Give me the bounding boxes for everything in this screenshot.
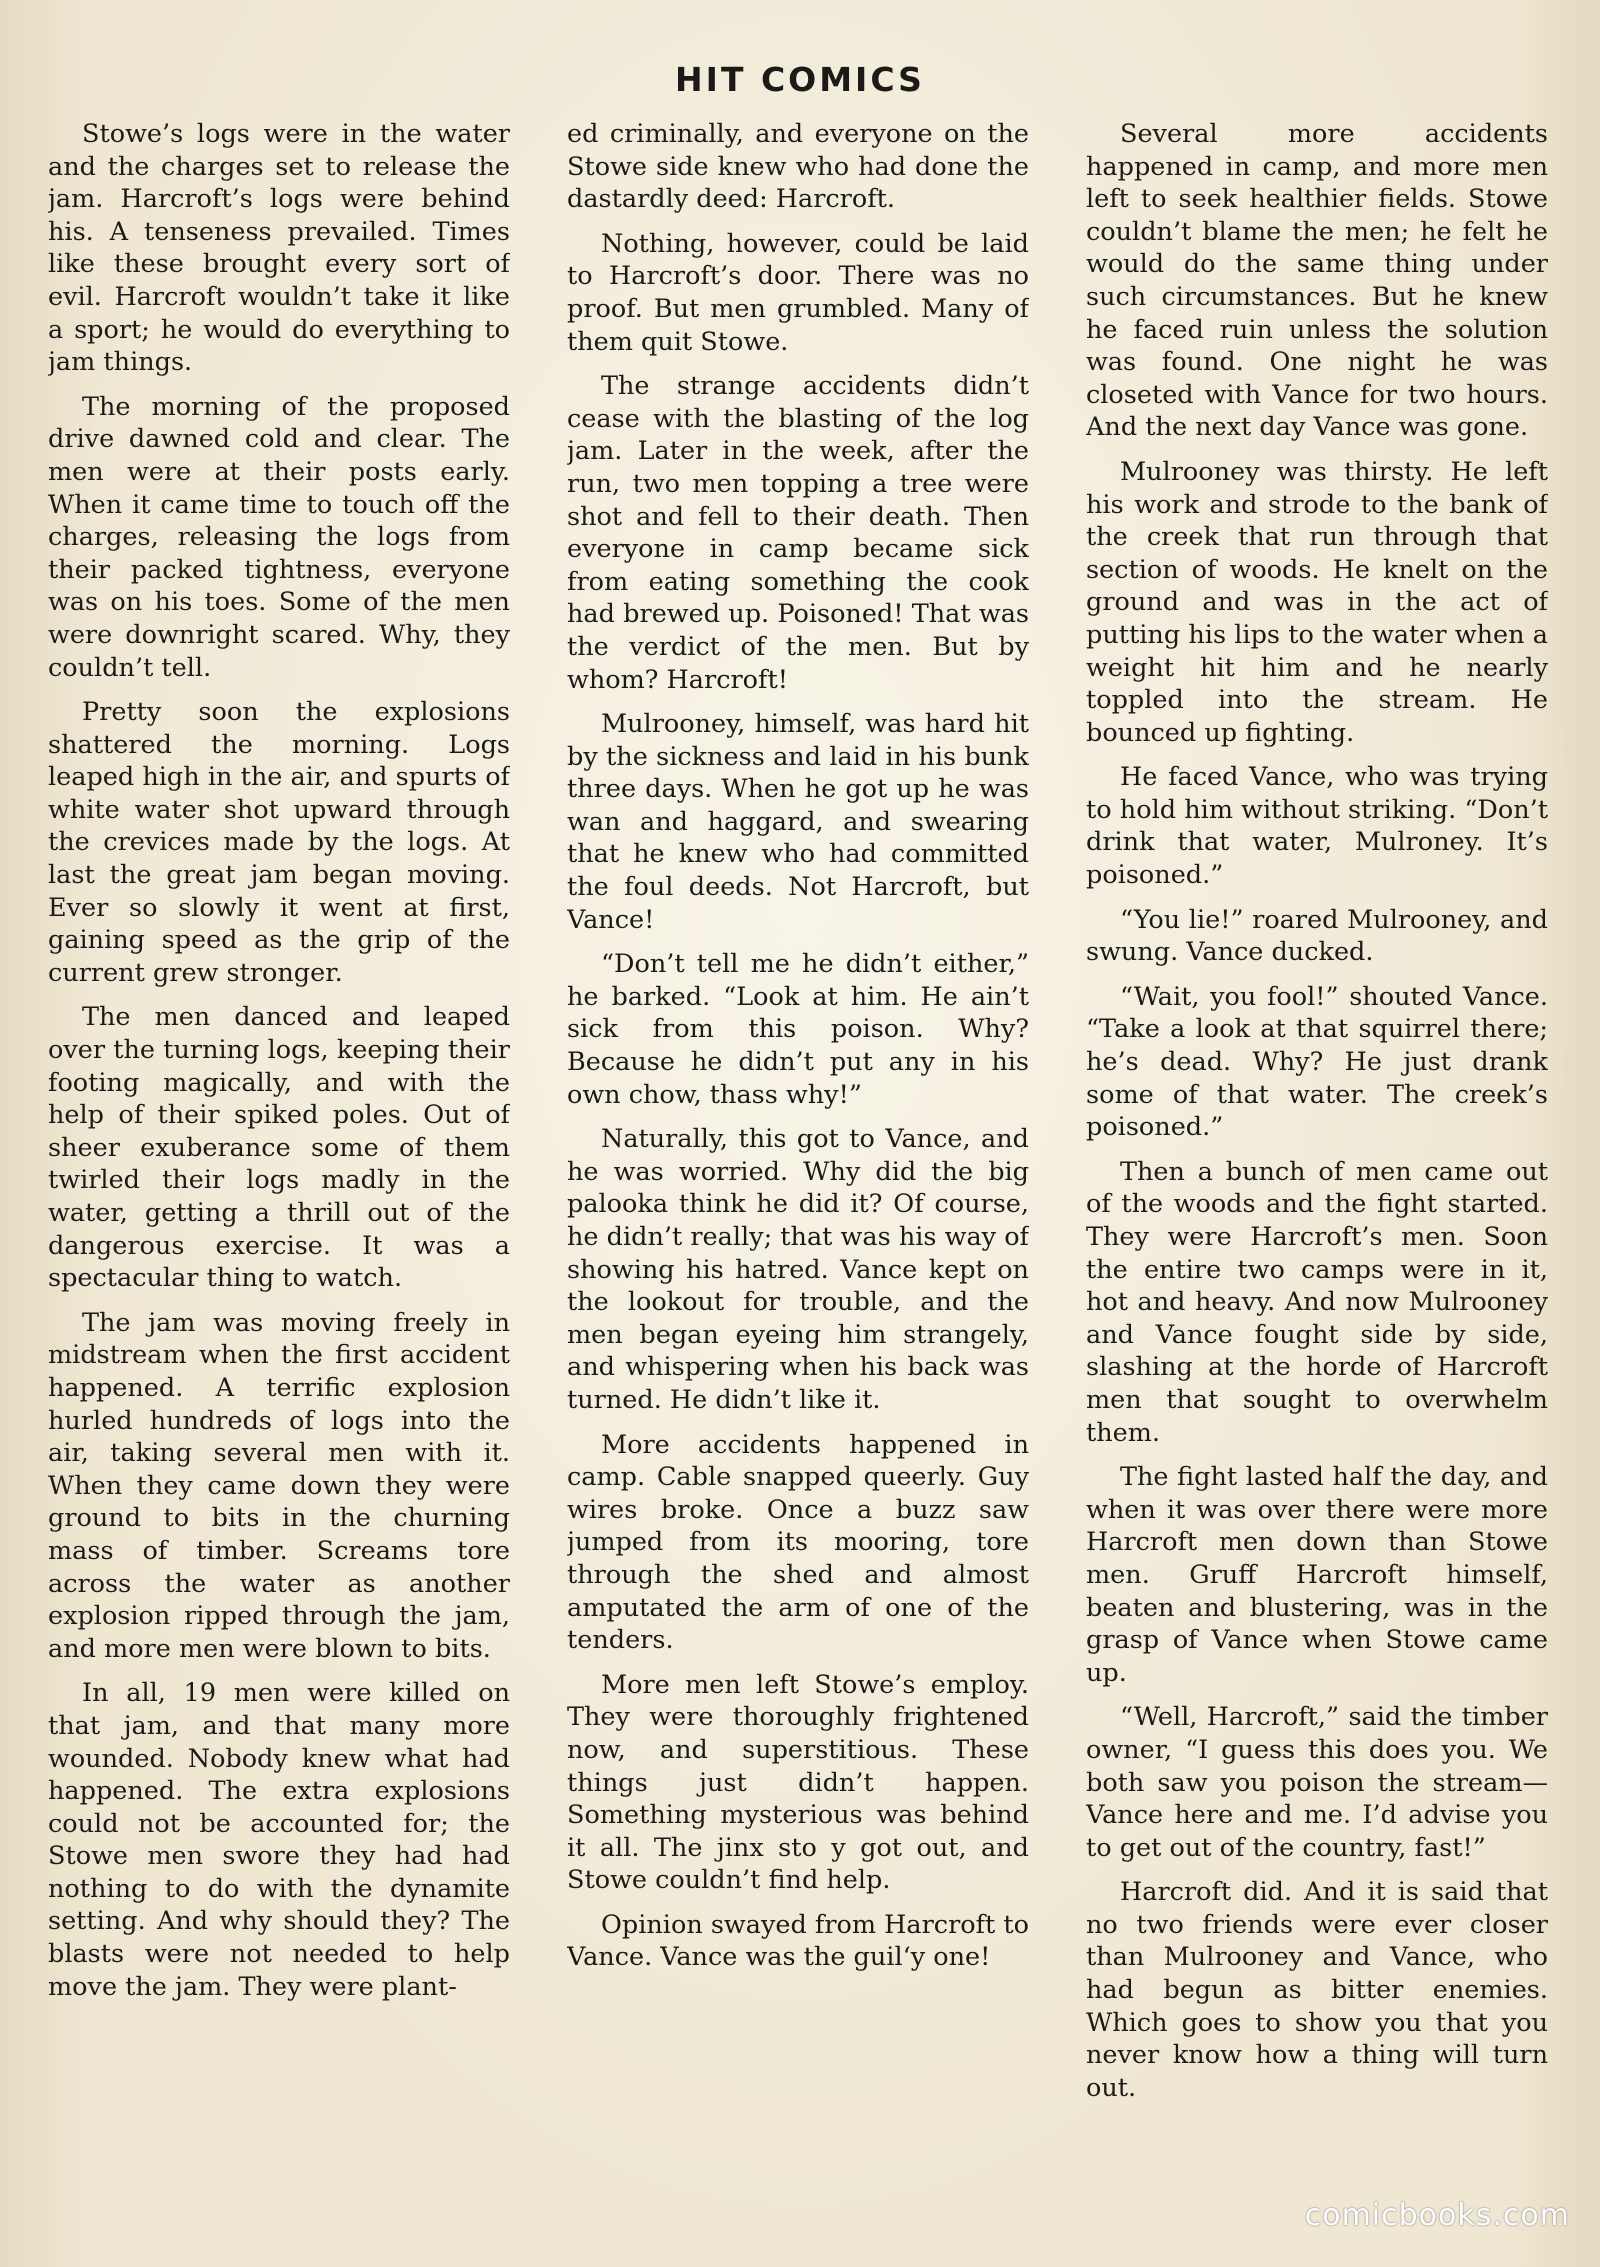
paragraph: Nothing, however, could be laid to Harcroft’s door. There was no proof. But men grumbled. Many of them quit Stowe. — [567, 228, 1029, 357]
paragraph: The men danced and leaped over the turning logs, keeping their footing magically, and with the help of their spiked poles. Out of sheer exuberance some of them twirled their logs madly in the water, getting a thrill out of the dangerous exercise. It was a spectacular thing to watch. — [48, 1002, 510, 1294]
paragraph: The jam was moving freely in midstream when the first accident happened. A terrific explosion hurled hundreds of logs into the air, taking several men with it. When they came down they were ground to bits in the churning mass of timber. Screams tore across the water as another explosion ripped through the jam, and more men were blown to bits. — [48, 1307, 510, 1664]
page-title: HIT COMICS — [675, 60, 925, 99]
text-column-1 — [48, 118, 510, 2168]
paragraph: Stowe’s logs were in the water and the charges set to release the jam. Harcroft’s logs were behind his. A tenseness prevailed. Times like these brought every sort of evil. Harcroft wouldn’t take it like a sport; he would do everything to jam things. — [48, 119, 510, 378]
paragraph: “You lie!” roared Mulrooney, and swung. Vance ducked. — [1086, 904, 1548, 968]
paragraph: Several more accidents happened in camp, and more men left to seek healthier fields. Stowe couldn’t blame the men; he felt he would do the same thing under such circumstances. But he knew he faced ruin unless the solution was found. One night he was closeted with Vance for two hours. And the next day Vance was gone. — [1086, 119, 1548, 443]
text-column-2 — [567, 118, 1029, 2168]
paragraph: Pretty soon the explosions shattered the morning. Logs leaped high in the air, and spurts of white water shot upward through the crevices made by the logs. At last the great jam began moving. Ever so slowly it went at first, gaining speed as the grip of the current grew stronger. — [48, 697, 510, 988]
watermark: comicbooks.com — [1304, 2198, 1570, 2233]
paragraph: ed criminally, and everyone on the Stowe side knew who had done the dastardly deed: Harcroft. — [567, 119, 1029, 215]
paragraph: Mulrooney was thirsty. He left his work and strode to the bank of the creek that run through that section of woods. He knelt on the ground and was in the act of putting his lips to the water when a weight hit him and he nearly toppled into the stream. He bounced up fighting. — [1086, 456, 1548, 748]
paragraph: The morning of the proposed drive dawned cold and clear. The men were at their posts early. When it came time to touch off the charges, releasing the logs from their packed tightness, everyone was on his toes. Some of the men were downright scared. Why, they couldn’t tell. — [48, 391, 510, 683]
paragraph: More accidents happened in camp. Cable snapped queerly. Guy wires broke. Once a buzz saw jumped from its mooring, tore through the shed and almost amputated the arm of one of the tenders. — [567, 1429, 1029, 1656]
paragraph: Opinion swayed from Harcroft to Vance. Vance was the guil‘y one! — [567, 1909, 1029, 1973]
paragraph: “Well, Harcroft,” said the timber owner, “I guess this does you. We both saw you poison the stream—Vance here and me. I’d advise you to get out of the country, fast!” — [1086, 1702, 1548, 1863]
paragraph: The fight lasted half the day, and when it was over there were more Harcroft men down than Stowe men. Gruff Harcroft himself, beaten and blustering, was in the grasp of Vance when Stowe came up. — [1086, 1462, 1548, 1688]
paragraph: Harcroft did. And it is said that no two friends were ever closer than Mulrooney and Vance, who had begun as bitter enemies. Which goes to show you that you never know how a thing will turn out. — [1086, 1877, 1548, 2103]
paragraph: Mulrooney, himself, was hard hit by the sickness and laid in his bunk three days. When he got up he was wan and haggard, and swearing that he knew who had committed the foul deeds. Not Harcroft, but Vance! — [567, 709, 1029, 935]
paragraph: The strange accidents didn’t cease with the blasting of the log jam. Later in the week, after the run, two men topping a tree were shot and fell to their death. Then everyone in camp became sick from eating something the cook had brewed up. Poisoned! That was the verdict of the men. But by whom? Harcroft! — [567, 371, 1029, 695]
paragraph: More men left Stowe’s employ. They were thoroughly frightened now, and superstitious. These things just didn’t happen. Something mysterious was behind it all. The jinx sto y got out, and Stowe couldn’t find help. — [567, 1669, 1029, 1896]
paragraph: Naturally, this got to Vance, and he was worried. Why did the big palooka think he did it? Of course, he didn’t really; that was his way of showing his hatred. Vance kept on the lookout for trouble, and the men began eyeing him strangely, and whispering when his back was turned. He didn’t like it. — [567, 1124, 1029, 1415]
paragraph: “Don’t tell me he didn’t either,” he barked. “Look at him. He ain’t sick from this poison. Why? Because he didn’t put any in his own chow, thass why!” — [567, 949, 1029, 1110]
paragraph: In all, 19 men were killed on that jam, and that many more wounded. Nobody knew what had happened. The extra explosions could not be accounted for; the Stowe men swore they had had nothing to do with the dynamite setting. And why should they? The blasts were not needed to help move the jam. They were plant- — [48, 1678, 510, 2002]
paragraph: Then a bunch of men came out of the woods and the fight started. They were Harcroft’s men. Soon the entire two camps were in it, hot and heavy. And now Mulrooney and Vance fought side by side, slashing at the horde of Harcroft men that sought to overwhelm them. — [1086, 1156, 1548, 1448]
paragraph: He faced Vance, who was trying to hold him without striking. “Don’t drink that water, Mulroney. It’s poisoned.” — [1086, 762, 1548, 891]
paragraph: “Wait, you fool!” shouted Vance. “Take a look at that squirrel there; he’s dead. Why? He just drank some of that water. The creek’s poisoned.” — [1086, 981, 1548, 1143]
text-column-3 — [1086, 118, 1548, 2168]
